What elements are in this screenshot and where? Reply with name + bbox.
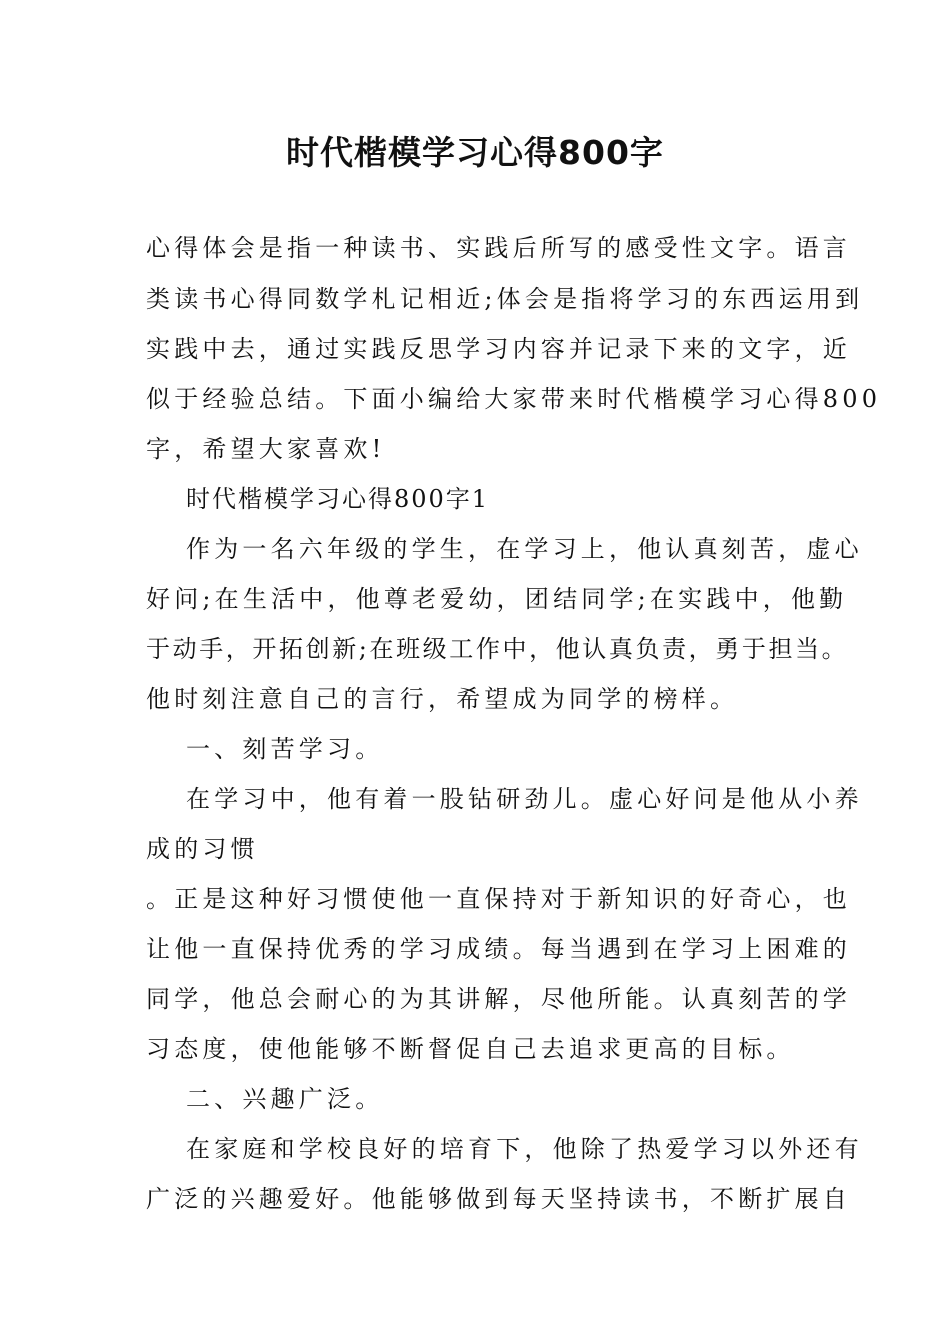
paragraph-line: 成的习惯 [146, 835, 259, 863]
paragraph-line: 类读书心得同数学札记相近;体会是指将学习的东西运用到 [146, 285, 864, 313]
paragraph-line: 习态度，使他能够不断督促自己去追求更高的目标。 [146, 1035, 795, 1063]
paragraph-line: 同学，他总会耐心的为其讲解，尽他所能。认真刻苦的学 [146, 985, 851, 1013]
paragraph-line: 心得体会是指一种读书、实践后所写的感受性文字。语言 [146, 234, 851, 262]
paragraph-line: 实践中去，通过实践反思学习内容并记录下来的文字，近 [146, 335, 851, 363]
paragraph-line: 字，希望大家喜欢! [146, 435, 386, 463]
paragraph-line: 于动手，开拓创新;在班级工作中，他认真负责，勇于担当。 [146, 635, 849, 663]
document-title: 时代楷模学习心得800字 [286, 133, 664, 172]
paragraph-line: 他时刻注意自己的言行，希望成为同学的榜样。 [146, 685, 739, 713]
paragraph-line: 。正是这种好习惯使他一直保持对于新知识的好奇心，也 [146, 885, 851, 913]
paragraph-line: 广泛的兴趣爱好。他能够做到每天坚持读书，不断扩展自 [146, 1185, 851, 1213]
paragraph-line: 作为一名六年级的学生，在学习上，他认真刻苦，虚心 [186, 535, 863, 563]
paragraph-line: 在家庭和学校良好的培育下，他除了热爱学习以外还有 [186, 1135, 863, 1163]
section-heading: 时代楷模学习心得800字1 [186, 485, 490, 513]
paragraph-line: 似于经验总结。下面小编给大家带来时代楷模学习心得800 [146, 385, 882, 413]
paragraph-line: 好问;在生活中，他尊老爱幼，团结同学;在实践中，他勤 [146, 585, 848, 613]
section-heading: 二、兴趣广泛。 [186, 1085, 384, 1113]
paragraph-line: 让他一直保持优秀的学习成绩。每当遇到在学习上困难的 [146, 935, 851, 963]
section-heading: 一、刻苦学习。 [186, 735, 384, 763]
paragraph-line: 在学习中，他有着一股钻研劲儿。虚心好问是他从小养 [186, 785, 863, 813]
